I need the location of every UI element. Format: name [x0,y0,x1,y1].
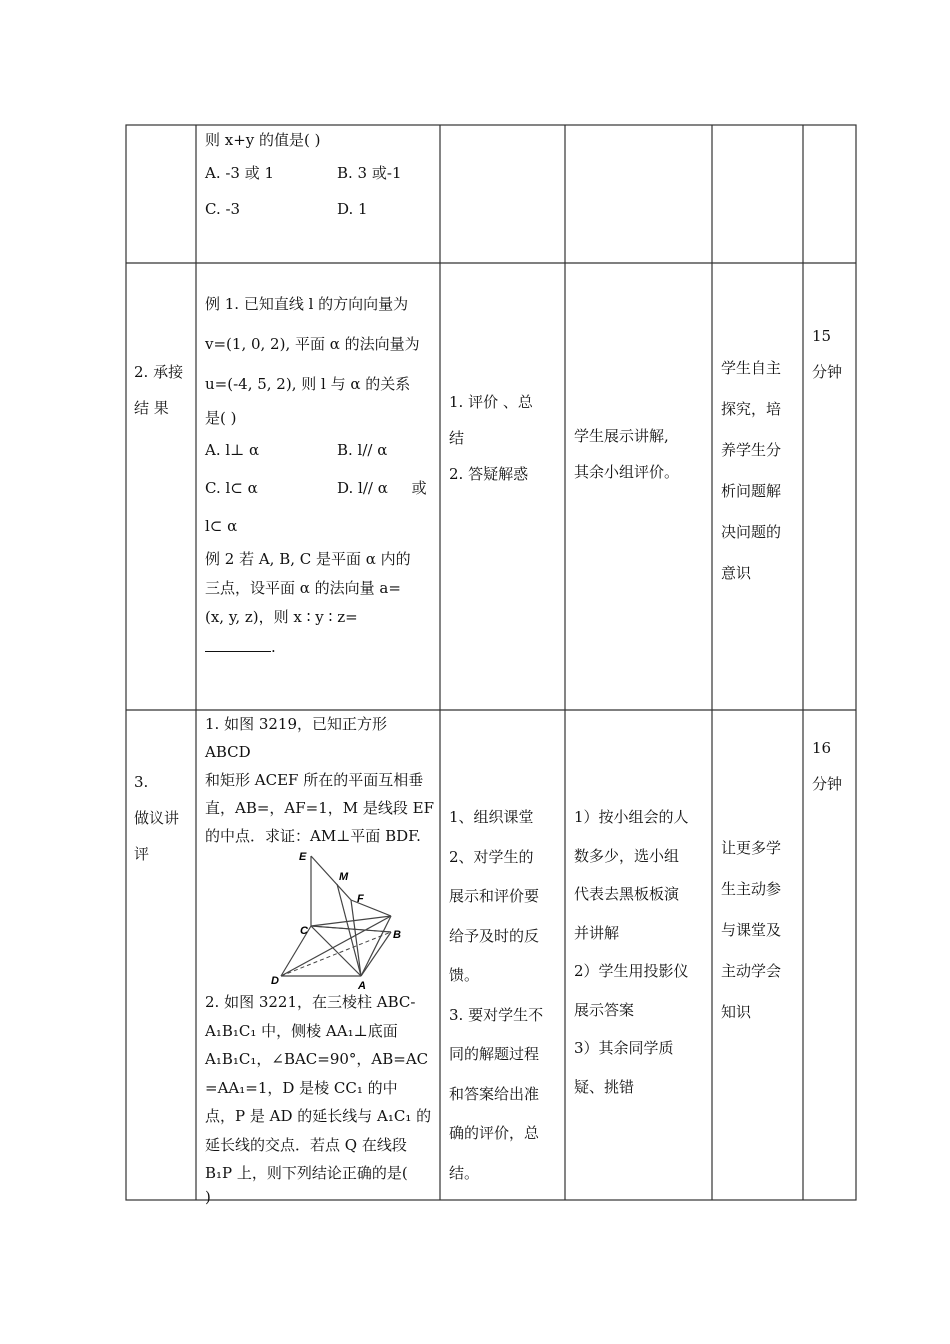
purpose-line: 意识 [721,564,752,582]
option-c: C. -3 [205,200,241,218]
example1-line: 是( ) [205,409,237,427]
time-minutes: 15 [812,327,832,345]
teacher-activity-line: 1. 评价 、总 [449,393,533,411]
purpose-line: 让更多学 [721,839,782,857]
stage-label: 2. 承接 [134,363,184,381]
row2-stage-cell [134,354,194,426]
problem1-line: 的中点．求证：AM⊥平面 BDF. [205,827,421,845]
teacher-activity-line: 给予及时的反 [449,926,540,945]
figure-label: B [393,929,401,941]
figure-label: M [339,871,349,883]
option-d-continued: l⊂ α [205,517,238,535]
problem1-line: 1. 如图 3219，已知正方形 ABCD [205,715,388,761]
row3-student-cell [574,798,708,1106]
problem2-line: 2. 如图 3221，在三棱柱 ABC- [205,993,416,1011]
teacher-activity-line: 同的解题过程 [449,1045,540,1063]
question-tail: 则 x+y 的值是( ) [205,131,321,149]
example1-line: u=(-4, 5, 2), 则 l 与 α 的关系 [205,375,411,393]
row2-teacher-cell [449,384,561,492]
options-row [205,191,437,227]
figure-label: E [299,852,307,863]
answer-blank [205,637,271,652]
problem1-line: 和矩形 ACEF 所在的平面互相垂 [205,771,424,789]
student-activity-line: 疑、挑错 [574,1077,635,1096]
problem2-line: =AA₁=1，D 是棱 CC₁ 的中 [205,1078,398,1097]
stage-label: 评 [134,845,150,863]
teacher-activity-line: 和答案给出准 [449,1084,540,1103]
purpose-line: 决问题的 [721,523,782,541]
option-a: A. l⊥ α [205,441,260,459]
time-minutes: 16 [812,739,832,757]
student-activity-line: 并讲解 [574,923,620,942]
row3-content-cell [205,710,437,1206]
row2-student-cell [574,418,708,490]
teacher-activity-line: 确的评价，总 [449,1124,540,1142]
option-d: D. 1 [337,200,368,218]
problem2-line: 延长线的交点．若点 Q 在线段 [205,1135,407,1154]
stage-label: 做议讲 [134,809,180,827]
problem2-line: 点，P 是 AD 的延长线与 A₁C₁ 的 [205,1107,432,1125]
teacher-activity-line: 1、组织课堂 [449,808,534,826]
teacher-activity-line: 展示和评价要 [449,887,540,905]
example2-line: 三点，设平面 α 的法向量 a= [205,579,401,597]
row3-teacher-cell [449,798,561,1193]
example1-line: v=(1, 0, 2), 平面 α 的法向量为 [205,335,420,353]
student-activity-line: 学生展示讲解, [574,427,669,445]
teacher-activity-line: 2. 答疑解惑 [449,465,529,483]
purpose-line: 与课堂及 [721,921,782,939]
teacher-activity-line: 馈。 [449,966,480,984]
student-activity-line: 其余小组评价。 [574,463,680,481]
geometry-figure [271,852,471,992]
example1-line: 例 1. 已知直线 l 的方向向量为 [205,295,409,313]
student-activity-line: 2）学生用投影仪 [574,962,689,980]
teacher-activity-line: 3. 要对学生不 [449,1005,544,1024]
example2-line: 例 2 若 A, B, C 是平面 α 内的 [205,550,411,568]
teacher-activity-line: 2、对学生的 [449,847,534,866]
stage-label: 3. [134,773,149,791]
student-activity-line: 数多少，选小组 [574,846,680,865]
purpose-line: 主动学会 [721,962,782,980]
figure-label: C [300,925,308,937]
row1-content-cell [205,125,437,227]
purpose-line: 生主动参 [721,880,782,898]
purpose-line: 探究，培 [721,400,782,418]
student-activity-line: 展示答案 [574,1000,635,1019]
option-d: D. l// α 或 [337,479,427,497]
option-a: A. -3 或 1 [205,164,275,182]
row3-purpose-cell [721,828,801,1033]
teacher-activity-line: 结。 [449,1163,480,1182]
option-c: C. l⊂ α [205,479,258,497]
problem2-line: A₁B₁C₁ 中，侧棱 AA₁⊥底面 [205,1021,398,1040]
purpose-line: 知识 [721,1003,752,1021]
student-activity-line: 1）按小组会的人 [574,808,689,826]
options-row [205,155,437,191]
options-row [205,432,437,468]
option-b: B. 3 或-1 [337,164,402,182]
row2-time-cell [812,318,852,390]
row3-time-cell [812,730,852,802]
purpose-line: 养学生分 [721,441,782,459]
problem2-line: B₁P 上，则下列结论正确的是( [205,1164,408,1182]
figure-label: D [271,975,279,987]
student-activity-line: 3）其余同学质 [574,1039,674,1057]
purpose-line: 析问题解 [721,482,782,500]
time-unit: 分钟 [812,363,843,381]
problem2 [205,988,437,1206]
figure-label: F [357,893,364,905]
figure-label: A [358,980,366,992]
time-unit: 分钟 [812,775,843,793]
example2-line: (x, y, z)，则 x ∶ y ∶ z= [205,608,358,626]
problem1 [205,710,437,850]
purpose-line: 学生自主 [721,359,782,377]
row2-purpose-cell [721,348,801,594]
problem2-line: ) [205,1187,211,1206]
problem2-line: A₁B₁C₁，∠BAC=90°，AB=AC [205,1050,429,1068]
options-row [205,468,437,508]
row3-stage-cell [134,764,194,872]
student-activity-line: 代表去黑板板演 [574,885,680,903]
period: . [271,638,276,656]
row2-content-cell [205,284,437,662]
example2-answer-line [205,632,437,662]
stage-label: 结 果 [134,399,169,417]
teacher-activity-line: 结 [449,429,465,447]
problem1-line: 直，AB=，AF=1，M 是线段 EF [205,799,435,817]
option-b: B. l// α [337,441,388,459]
